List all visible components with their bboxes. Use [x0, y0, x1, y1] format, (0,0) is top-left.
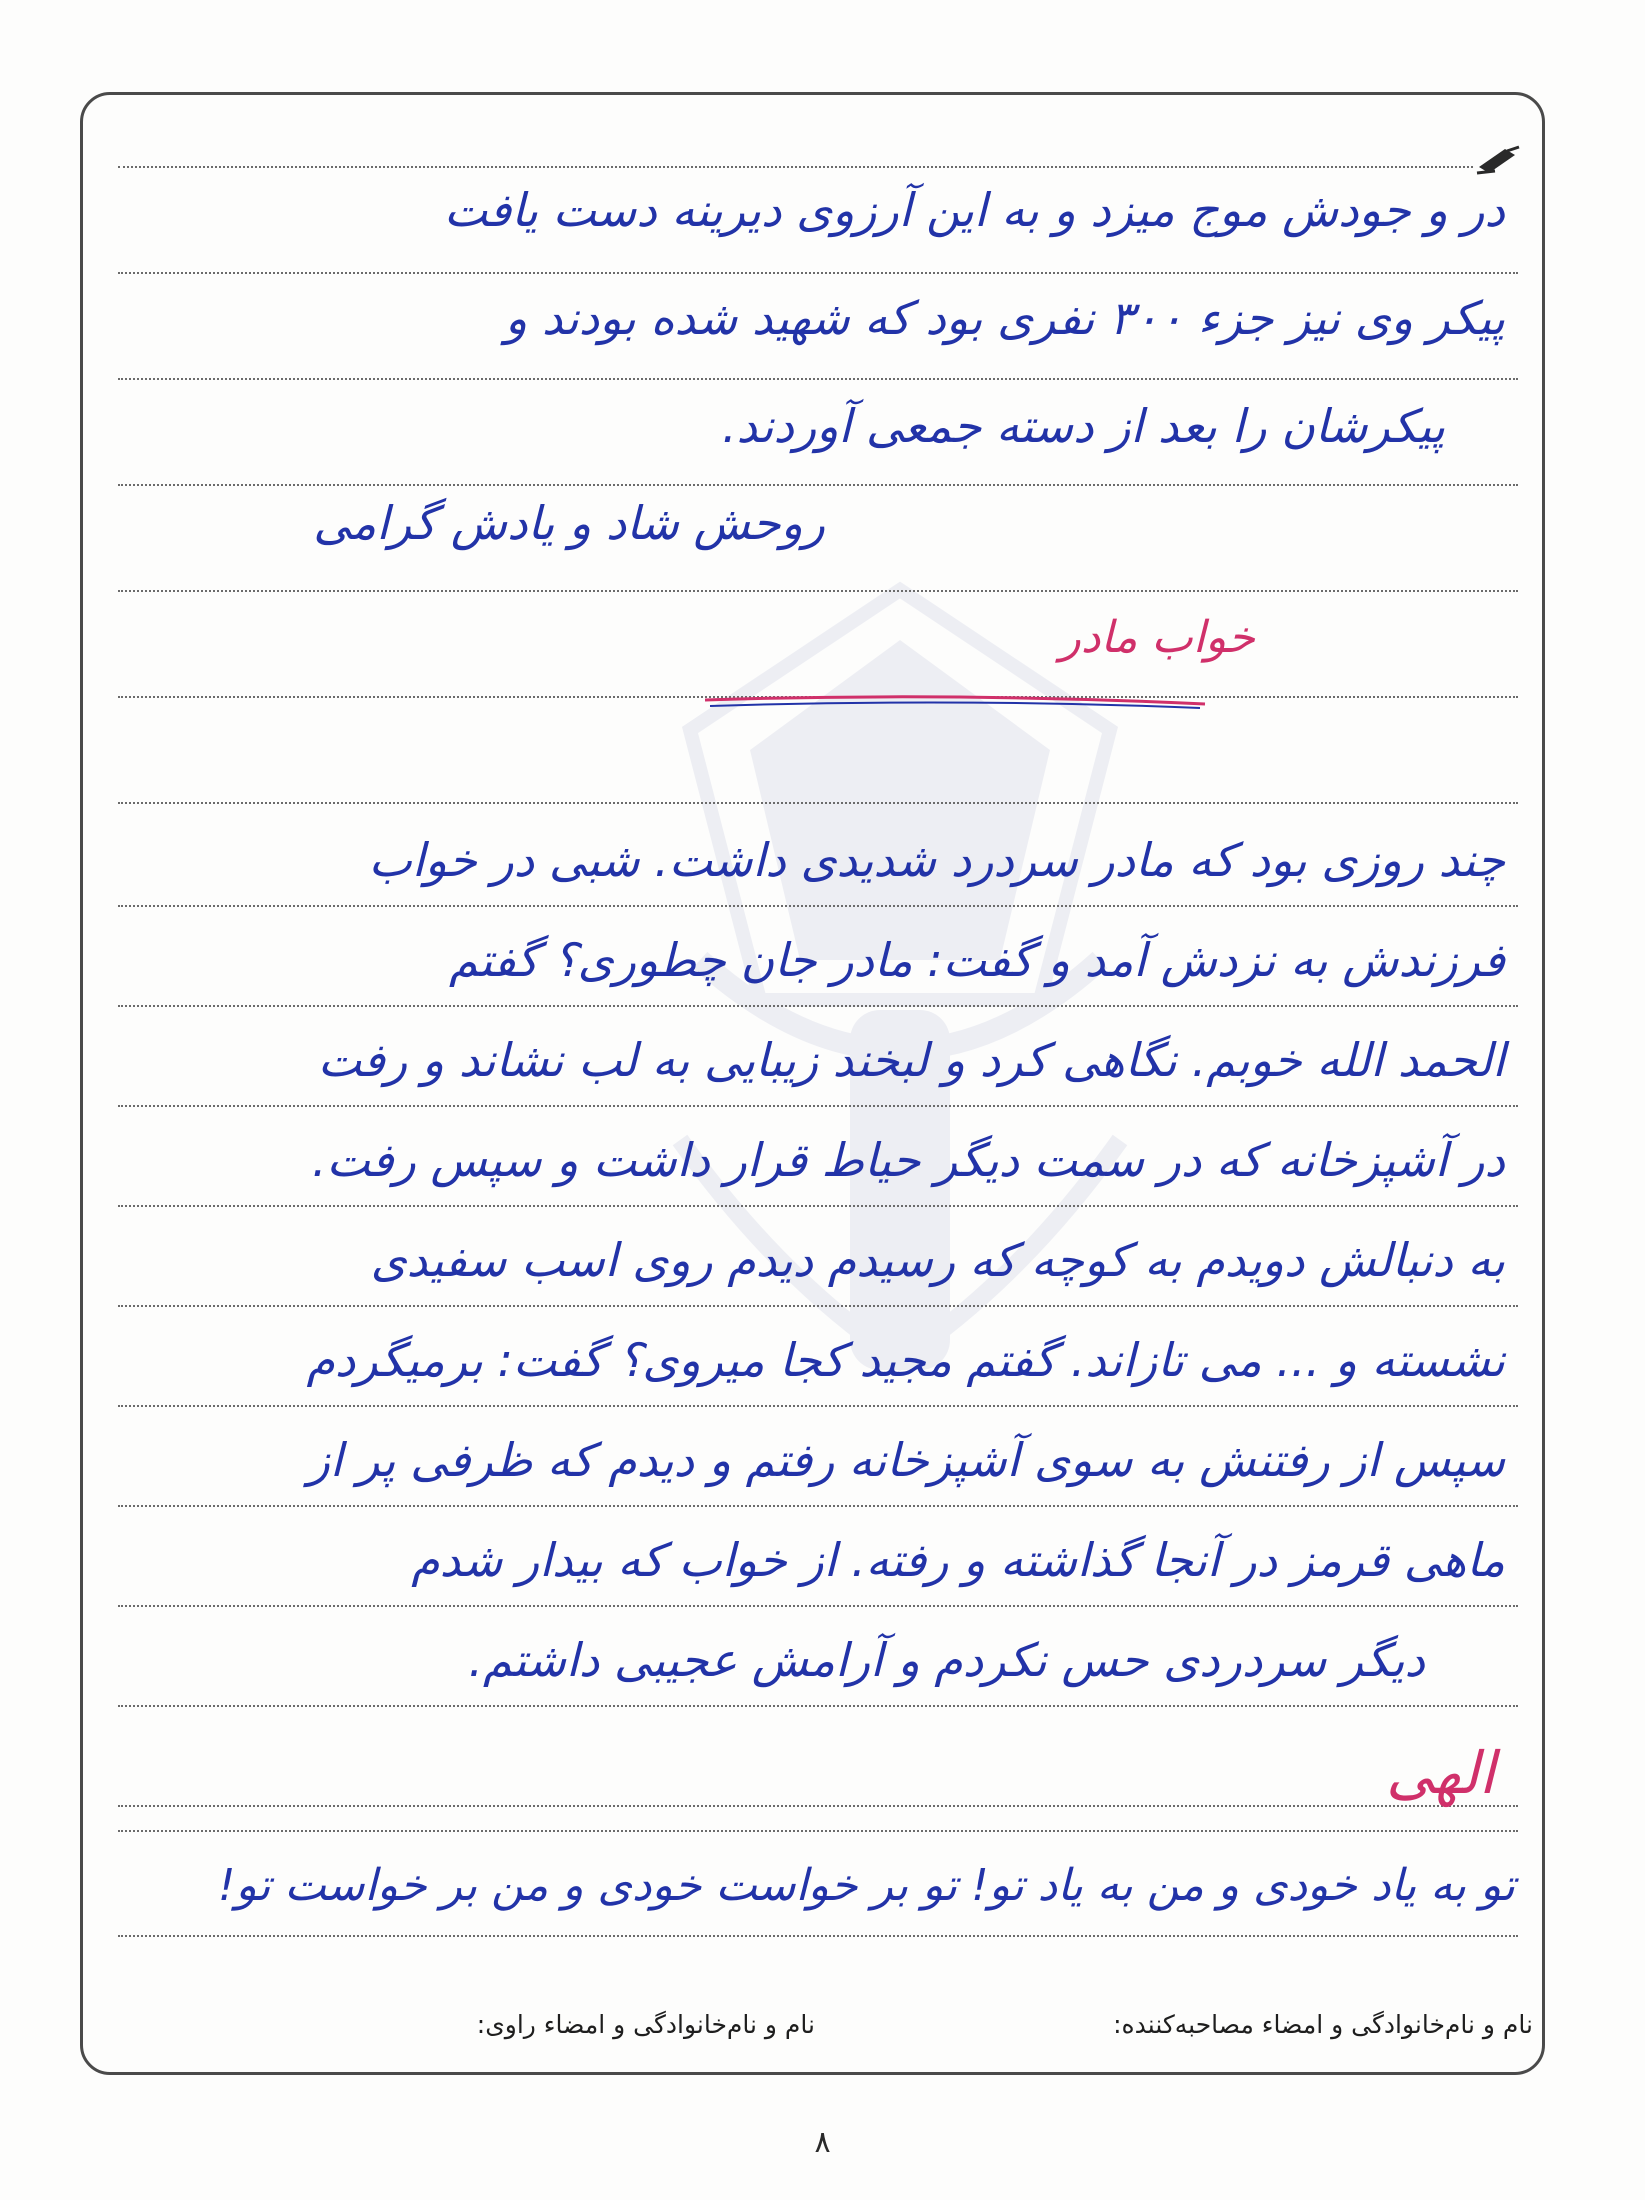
- ruled-line: [118, 1305, 1518, 1307]
- handwritten-line: پیکر وی نیز جزء ۳۰۰ نفری بود که شهید شده بودند و: [504, 291, 1505, 345]
- handwritten-line: روحش شاد و یادش گرامی: [313, 496, 825, 550]
- handwritten-line: پیکرشان را بعد از دسته جمعی آوردند.: [721, 399, 1445, 453]
- story-line: به دنبالش دویدم به کوچه که رسیدم دیدم روی اسب سفیدی: [370, 1233, 1505, 1287]
- prayer-line: تو به یاد خودی و من به یاد تو! تو بر خواست خودی و من بر خواست تو!: [217, 1860, 1515, 1911]
- ruled-line: [118, 1205, 1518, 1207]
- story-line: الحمد الله خوبم. نگاهی کرد و لبخند زیبایی به لب نشاند و رفت: [317, 1033, 1505, 1087]
- ruled-line: [118, 484, 1518, 486]
- ruled-line: [118, 1505, 1518, 1507]
- ruled-line: [118, 1935, 1518, 1937]
- story-line: در آشپزخانه که در سمت دیگر حیاط قرار داشت و سپس رفت.: [311, 1133, 1505, 1187]
- ruled-line: [118, 802, 1518, 804]
- story-line: ماهی قرمز در آنجا گذاشته و رفته. از خواب که بیدار شدم: [411, 1533, 1505, 1587]
- story-line: سپس از رفتنش به سوی آشپزخانه رفتم و دیدم که ظرفی پر از: [307, 1433, 1505, 1487]
- interviewer-signature-label: نام و نام‌خانوادگی و امضاء مصاحبه‌کننده:: [1113, 2010, 1533, 2039]
- ruled-line: [118, 905, 1518, 907]
- ruled-line: [118, 166, 1473, 168]
- story-line: فرزندش به نزدش آمد و گفت: مادر جان چطوری؟ گفتم: [448, 933, 1505, 987]
- story-line: نشسته و ... می تازاند. گفتم مجید کجا میروی؟ گفت: برمیگردم: [306, 1333, 1505, 1387]
- handwritten-line: در و جودش موج میزد و به این آرزوی دیرینه دست یافت: [444, 183, 1505, 237]
- page-number: ۸: [814, 2125, 831, 2160]
- ruled-line: [118, 378, 1518, 380]
- pen-writing-icon: [1475, 145, 1521, 175]
- ruled-line: [118, 1705, 1518, 1707]
- ruled-line: [118, 590, 1518, 592]
- ruled-line: [118, 1105, 1518, 1107]
- ruled-line: [118, 1405, 1518, 1407]
- title-underline: [700, 690, 1210, 712]
- ruled-line: [118, 272, 1518, 274]
- alhi-heading: الهی: [1386, 1739, 1495, 1807]
- story-line: چند روزی بود که مادر سردرد شدیدی داشت. شبی در خواب: [368, 833, 1505, 887]
- ruled-line: [118, 1605, 1518, 1607]
- story-line: دیگر سردردی حس نکردم و آرامش عجیبی داشتم.: [468, 1633, 1425, 1687]
- ruled-line: [118, 1830, 1518, 1832]
- ruled-line: [118, 1805, 1518, 1807]
- narrator-signature-label: نام و نام‌خانوادگی و امضاء راوی:: [476, 2010, 815, 2039]
- ruled-line: [118, 1005, 1518, 1007]
- section-title: خواب مادر: [1059, 612, 1255, 663]
